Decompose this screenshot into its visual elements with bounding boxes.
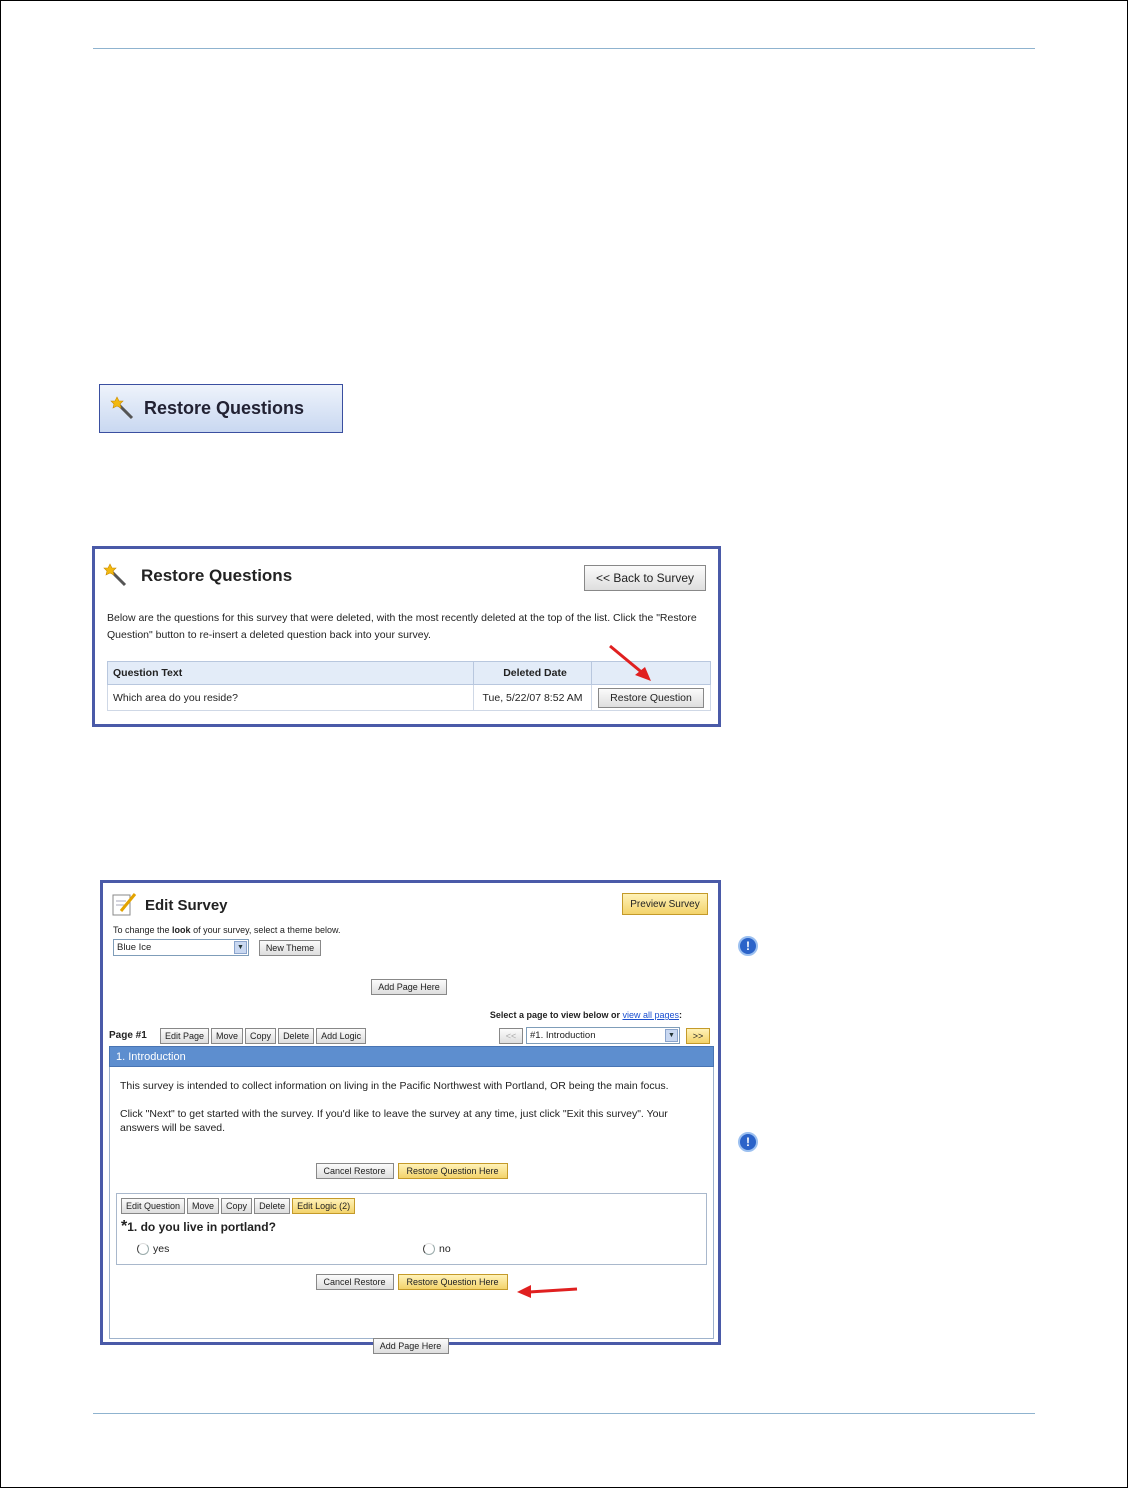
- restore-questions-panel: [92, 546, 721, 727]
- intro-paragraph: Click "Next" to get started with the survey. If you'd like to leave the survey at any time, just click "Exit this survey". Your answers will be saved.: [120, 1108, 668, 1134]
- deleted-date-cell: Tue, 5/22/07 8:52 AM: [474, 685, 592, 711]
- question-block: [116, 1193, 707, 1265]
- add-page-here-button[interactable]: Add Page Here: [373, 1338, 449, 1354]
- move-question-button[interactable]: Move: [187, 1198, 219, 1214]
- intro-text: [120, 1079, 705, 1149]
- section-body: [109, 1067, 714, 1339]
- option-no[interactable]: no: [423, 1243, 451, 1255]
- edit-survey-panel: [100, 880, 721, 1351]
- theme-select[interactable]: Blue Ice ▼: [113, 939, 249, 956]
- panel-title: [103, 563, 292, 589]
- panel-description: Below are the questions for this survey that were deleted, with the most recently deleted at the top of the list. Click the "Restore Question" button to re-insert a deleted question back into your survey.: [107, 612, 697, 641]
- edit-page-button[interactable]: Edit Page: [160, 1028, 209, 1044]
- table-row: [108, 685, 711, 711]
- restore-actions-top: [110, 1163, 713, 1179]
- restore-question-button[interactable]: Restore Question: [598, 688, 704, 708]
- info-note-icon: !: [738, 936, 758, 956]
- info-note-icon: !: [738, 1132, 758, 1152]
- chevron-down-icon: ▼: [665, 1029, 678, 1042]
- red-arrow-icon: [515, 1282, 579, 1302]
- column-header: Deleted Date: [474, 662, 592, 685]
- prev-page-button[interactable]: <<: [499, 1028, 523, 1044]
- section-header: 1. Introduction: [109, 1046, 714, 1067]
- move-page-button[interactable]: Move: [211, 1028, 243, 1044]
- question-text: *1. do you live in portland?: [121, 1218, 276, 1235]
- edit-survey-title: [111, 891, 228, 920]
- restore-question-here-button[interactable]: Restore Question Here: [398, 1163, 508, 1179]
- add-logic-button[interactable]: Add Logic: [316, 1028, 366, 1044]
- add-page-here-button[interactable]: Add Page Here: [371, 979, 447, 995]
- page-select[interactable]: #1. Introduction ▼: [526, 1027, 680, 1044]
- magic-wand-icon: [110, 396, 136, 422]
- red-arrow-icon: [607, 643, 657, 685]
- delete-page-button[interactable]: Delete: [278, 1028, 314, 1044]
- footer-rule: [93, 1413, 1035, 1414]
- edit-pencil-icon: [111, 891, 137, 920]
- copy-page-button[interactable]: Copy: [245, 1028, 276, 1044]
- panel-title-text: Restore Questions: [141, 566, 293, 585]
- column-header: Question Text: [108, 662, 474, 685]
- restore-question-here-button[interactable]: Restore Question Here: [398, 1274, 508, 1290]
- back-to-survey-button[interactable]: << Back to Survey: [584, 565, 706, 591]
- question-text-cell: Which area do you reside?: [108, 685, 474, 711]
- edit-question-button[interactable]: Edit Question: [121, 1198, 185, 1214]
- restore-questions-label: Restore Questions: [144, 398, 305, 418]
- edit-survey-title-text: Edit Survey: [145, 897, 228, 914]
- page-select-label: Select a page to view below or view all pages:: [489, 1010, 682, 1020]
- page-toolbar: [160, 1028, 366, 1044]
- header-rule: [93, 48, 1035, 49]
- question-toolbar: [121, 1198, 355, 1214]
- restore-questions-button[interactable]: [99, 384, 343, 433]
- magic-wand-icon: [103, 563, 129, 589]
- radio-button[interactable]: [137, 1243, 149, 1255]
- edit-logic-button[interactable]: Edit Logic (2): [292, 1198, 355, 1214]
- next-page-button[interactable]: >>: [686, 1028, 710, 1044]
- radio-button[interactable]: [423, 1243, 435, 1255]
- cancel-restore-button[interactable]: Cancel Restore: [316, 1274, 394, 1290]
- option-yes[interactable]: yes: [137, 1243, 169, 1255]
- view-all-pages-link[interactable]: view all pages: [622, 1010, 679, 1020]
- page-label: Page #1: [109, 1030, 147, 1041]
- required-star: *: [121, 1218, 128, 1235]
- new-theme-button[interactable]: New Theme: [259, 940, 321, 956]
- theme-instructions: To change the look of your survey, select a theme below.: [113, 925, 341, 935]
- preview-survey-button[interactable]: Preview Survey: [622, 893, 708, 915]
- copy-question-button[interactable]: Copy: [221, 1198, 252, 1214]
- chevron-down-icon: ▼: [234, 941, 247, 954]
- intro-paragraph: This survey is intended to collect information on living in the Pacific Northwest with Portland, OR being the main focus.: [120, 1080, 669, 1092]
- restore-actions-bottom: [110, 1274, 713, 1290]
- cancel-restore-button[interactable]: Cancel Restore: [316, 1163, 394, 1179]
- delete-question-button[interactable]: Delete: [254, 1198, 290, 1214]
